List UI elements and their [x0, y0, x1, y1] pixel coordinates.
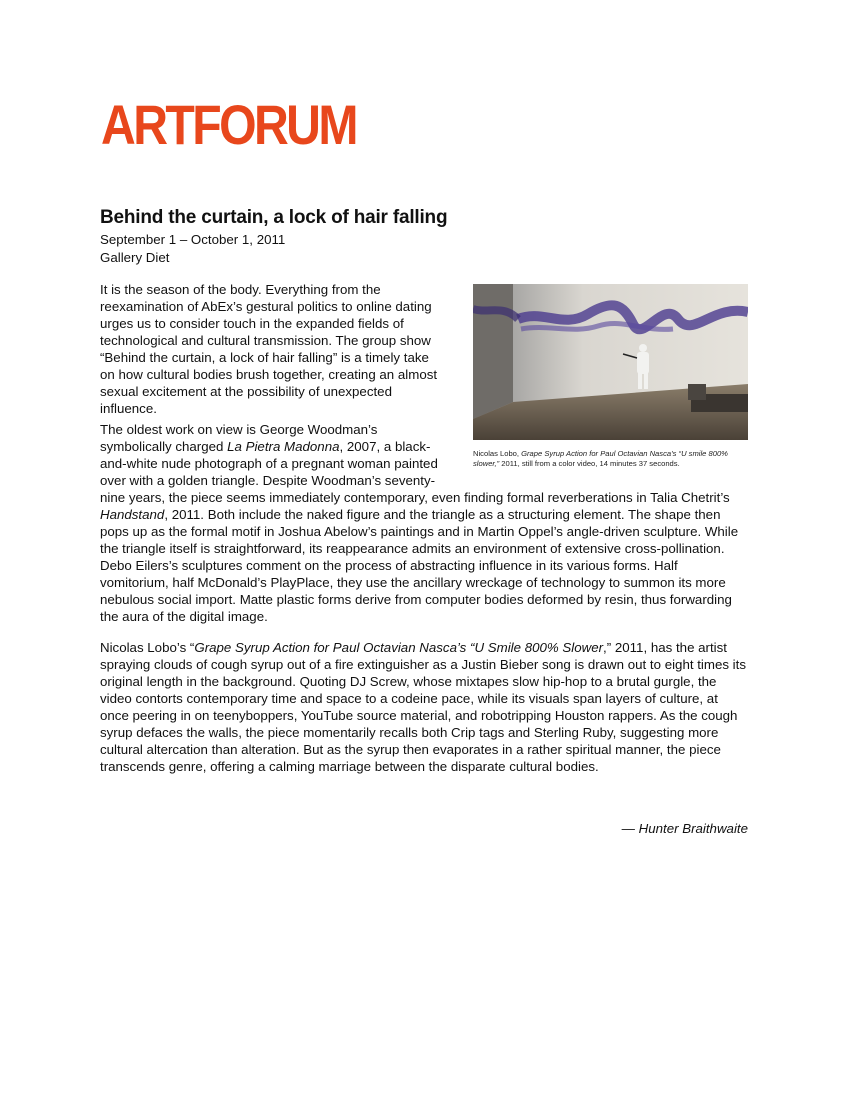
exhibition-dates: September 1 – October 1, 2011: [100, 232, 286, 247]
article-title: Behind the curtain, a lock of hair falling: [100, 207, 448, 228]
paragraph-2: The oldest work on view is George Woodman’s symbolically charged La Pietra Madonna, 2007, a black-and-white nude photograph of a pregnant woman painted over with a golden triangle. Despite Woodman’s seventy-nine years, the piece seems immediately contemporary, even finding formal reverberations in Talia Chetrit’s Handstand, 2011. Both include the naked figure and the triangle as a structuring element. The shape then pops up as the formal motif in Joshua Abelow’s paintings and in Martin Oppel’s angle-driven sculpture. While the triangle itself is straightforward, its reappearance admits an environment of extensive cross-pollination. Debo Eilers’s sculptures comment on the process of abstracting influence in its various forms. Half vomitorium, half McDonald’s PlayPlace, they use the ancillary wreckage of technology to summon its more nebulous social import. Matte plastic forms derive from computer bodies deformed by resin, thus forwarding the aura of the digital image.: [100, 422, 739, 624]
author-byline: — Hunter Braithwaite: [621, 821, 748, 836]
paragraph-3: Nicolas Lobo’s “Grape Syrup Action for Paul Octavian Nasca’s “U Smile 800% Slower,” 2011, has the artist spraying clouds of cough syrup out of a fire extinguisher as a Justin Bieber song is drawn out to eight times its original length in the background. Quoting DJ Screw, whose mixtapes slow hip-hop to a brutal gurgle, the video contorts contemporary time and space to a codeine pace, while its visuals span layers of culture, at once peering in on teenyboppers, YouTube source material, and robotripping Houston rappers. As the cough syrup defaces the walls, the piece momentarily recalls both Crip tags and Sterling Ruby, suggesting more cultural altercation than alteration. But as the syrup then evaporates in a rather spiritual manner, the piece transcends genre, offering a calming marriage between the disparate cultural bodies.: [100, 640, 746, 774]
artwork-photo: [473, 284, 748, 440]
figure-caption: Nicolas Lobo, Grape Syrup Action for Paul Octavian Nasca’s “U smile 800% slower,” 2011, still from a color video, 14 minutes 37 seconds.: [473, 449, 728, 468]
artforum-logo: ARTFORUM: [101, 93, 356, 156]
paragraph-1: It is the season of the body. Everything from the reexamination of AbEx’s gestural politics to online dating urges us to consider touch in the expanded fields of technological and cultural transmission. The group show “Behind the curtain, a lock of hair falling” is a timely take on how cultural bodies brush together, creating an almost sexual excitement at the possibility of unexpected influence.: [100, 282, 438, 416]
gallery-name: Gallery Diet: [100, 250, 170, 265]
